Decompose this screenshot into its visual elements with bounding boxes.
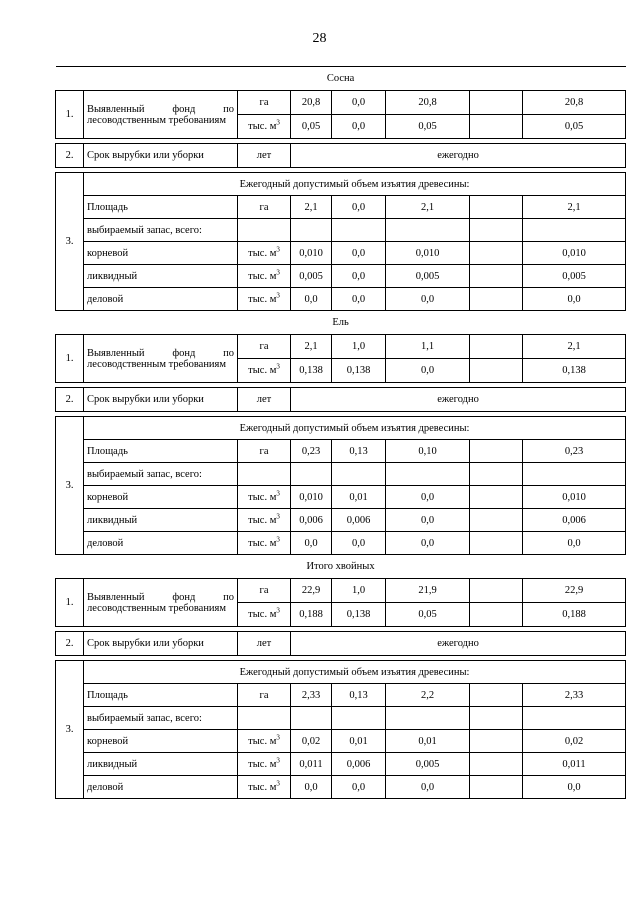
value-cell: 0,0	[332, 776, 386, 799]
row-number: 3.	[56, 661, 84, 799]
unit-cell	[238, 219, 291, 242]
unit-text: тыс. м	[248, 609, 277, 620]
value-cell: 0,188	[291, 603, 332, 627]
section-title: Итого хвойных	[56, 555, 626, 579]
value-cell: 0,006	[332, 753, 386, 776]
value-cell: 0,23	[291, 440, 332, 463]
value-cell	[523, 707, 626, 730]
value-cell: 22,9	[523, 579, 626, 603]
unit-cell	[238, 115, 291, 139]
period-value: ежегодно	[291, 144, 626, 168]
unit-text: лет	[256, 150, 272, 161]
value-cell: 0,138	[291, 359, 332, 383]
value-cell	[470, 196, 523, 219]
sub-row-label: выбираемый запас, всего:	[84, 707, 238, 730]
value-cell: 0,006	[523, 509, 626, 532]
value-cell	[523, 219, 626, 242]
value-cell: 1,0	[332, 335, 386, 359]
sub-row	[56, 730, 626, 753]
value-cell: 0,010	[386, 242, 470, 265]
value-cell: 0,0	[332, 288, 386, 311]
value-cell: 2,1	[523, 196, 626, 219]
value-cell: 0,10	[386, 440, 470, 463]
unit-text: га	[259, 585, 269, 596]
value-cell: 0,005	[386, 753, 470, 776]
sub-row-label: Площадь	[84, 684, 238, 707]
sub-row-label: корневой	[84, 730, 238, 753]
table-row	[56, 632, 626, 656]
forest-fund-table	[55, 66, 626, 799]
unit-superscript: 3	[276, 268, 280, 276]
unit-superscript: 3	[276, 606, 280, 615]
value-cell	[470, 730, 523, 753]
unit-superscript: 3	[276, 245, 280, 253]
section-title: Ель	[56, 311, 626, 335]
unit-cell	[238, 509, 291, 532]
unit-text: га	[259, 97, 269, 108]
value-cell: 0,010	[523, 486, 626, 509]
unit-cell	[238, 532, 291, 555]
value-cell	[386, 463, 470, 486]
row-number: 1.	[56, 335, 84, 383]
value-cell	[470, 115, 523, 139]
value-cell: 0,138	[332, 603, 386, 627]
value-cell: 0,005	[523, 265, 626, 288]
value-cell: 0,05	[386, 115, 470, 139]
unit-cell	[238, 776, 291, 799]
sub-row-label: выбираемый запас, всего:	[84, 219, 238, 242]
value-cell: 20,8	[523, 91, 626, 115]
value-cell: 2,1	[386, 196, 470, 219]
value-cell: 0,0	[332, 265, 386, 288]
unit-superscript: 3	[276, 733, 280, 741]
unit-text: га	[259, 341, 269, 352]
unit-cell	[238, 730, 291, 753]
value-cell	[470, 579, 523, 603]
value-cell	[291, 219, 332, 242]
unit-superscript: 3	[276, 118, 280, 127]
unit-cell	[238, 196, 291, 219]
unit-cell	[238, 463, 291, 486]
value-cell	[470, 486, 523, 509]
value-cell: 2,33	[291, 684, 332, 707]
value-cell: 2,1	[523, 335, 626, 359]
sub-row	[56, 532, 626, 555]
value-cell: 0,138	[332, 359, 386, 383]
value-cell: 0,006	[332, 509, 386, 532]
value-cell: 0,011	[523, 753, 626, 776]
table-row	[56, 335, 626, 359]
row-label: Ежегодный допустимый объем изъятия древесины:	[84, 173, 626, 196]
value-cell: 0,010	[291, 486, 332, 509]
unit-superscript: 3	[276, 535, 280, 543]
row-number: 1.	[56, 579, 84, 627]
value-cell: 0,0	[291, 776, 332, 799]
unit-cell	[238, 486, 291, 509]
unit-text: тыс. м	[248, 293, 277, 305]
value-cell: 0,23	[523, 440, 626, 463]
value-cell: 22,9	[291, 579, 332, 603]
page-number: 28	[312, 31, 327, 46]
sub-row-label: корневой	[84, 486, 238, 509]
section-header-row	[56, 311, 626, 335]
sub-row-label: корневой	[84, 242, 238, 265]
row-number: 3.	[56, 417, 84, 555]
table-row	[56, 144, 626, 168]
table-row	[56, 173, 626, 196]
section-header-row	[56, 67, 626, 91]
unit-text: га	[259, 689, 269, 701]
unit-cell	[238, 91, 291, 115]
unit-text: тыс. м	[248, 735, 277, 747]
value-cell	[470, 776, 523, 799]
value-cell: 0,05	[386, 603, 470, 627]
unit-cell	[238, 144, 291, 168]
value-cell: 0,005	[291, 265, 332, 288]
value-cell	[470, 707, 523, 730]
value-cell: 2,1	[291, 196, 332, 219]
value-cell	[386, 219, 470, 242]
value-cell: 0,0	[332, 242, 386, 265]
value-cell: 0,0	[523, 288, 626, 311]
unit-cell	[238, 265, 291, 288]
unit-cell	[238, 440, 291, 463]
unit-superscript: 3	[276, 489, 280, 497]
row-label: Ежегодный допустимый объем изъятия древесины:	[84, 417, 626, 440]
value-cell: 2,2	[386, 684, 470, 707]
unit-cell	[238, 242, 291, 265]
unit-cell	[238, 632, 291, 656]
value-cell	[291, 463, 332, 486]
unit-superscript: 3	[276, 779, 280, 787]
table-row	[56, 661, 626, 684]
sub-row-label: ликвидный	[84, 509, 238, 532]
value-cell	[470, 603, 523, 627]
sub-row	[56, 776, 626, 799]
row-label: Выявленный фонд по лесоводственным требованиям	[84, 91, 238, 139]
value-cell: 0,0	[291, 288, 332, 311]
value-cell	[523, 463, 626, 486]
unit-superscript: 3	[276, 291, 280, 299]
row-label: Срок вырубки или уборки	[84, 144, 238, 168]
unit-text: га	[259, 201, 269, 213]
unit-text: тыс. м	[248, 491, 277, 503]
unit-text: тыс. м	[248, 537, 277, 549]
unit-cell	[238, 753, 291, 776]
value-cell: 0,02	[523, 730, 626, 753]
value-cell	[332, 219, 386, 242]
value-cell	[470, 265, 523, 288]
value-cell: 20,8	[386, 91, 470, 115]
sub-row	[56, 242, 626, 265]
value-cell	[386, 707, 470, 730]
value-cell: 0,0	[386, 776, 470, 799]
period-value: ежегодно	[291, 632, 626, 656]
value-cell	[470, 684, 523, 707]
value-cell: 0,01	[332, 486, 386, 509]
period-value: ежегодно	[291, 388, 626, 412]
value-cell	[470, 219, 523, 242]
unit-cell	[238, 684, 291, 707]
row-label: Срок вырубки или уборки	[84, 632, 238, 656]
unit-text: тыс. м	[248, 270, 277, 282]
table-row	[56, 91, 626, 115]
value-cell: 21,9	[386, 579, 470, 603]
row-label: Срок вырубки или уборки	[84, 388, 238, 412]
value-cell: 0,0	[332, 91, 386, 115]
unit-cell	[238, 359, 291, 383]
value-cell: 0,05	[291, 115, 332, 139]
value-cell	[332, 707, 386, 730]
value-cell: 0,0	[386, 532, 470, 555]
unit-text: лет	[256, 638, 272, 649]
unit-text: тыс. м	[248, 121, 277, 132]
unit-cell	[238, 335, 291, 359]
value-cell	[470, 532, 523, 555]
sub-row	[56, 463, 626, 486]
value-cell: 0,0	[386, 359, 470, 383]
unit-superscript: 3	[276, 512, 280, 520]
value-cell: 0,010	[523, 242, 626, 265]
sub-row-label: выбираемый запас, всего:	[84, 463, 238, 486]
table-row	[56, 417, 626, 440]
value-cell	[470, 242, 523, 265]
unit-cell	[238, 388, 291, 412]
value-cell: 0,011	[291, 753, 332, 776]
value-cell: 0,0	[523, 776, 626, 799]
value-cell: 0,01	[386, 730, 470, 753]
row-label: Выявленный фонд по лесоводственным требованиям	[84, 335, 238, 383]
value-cell: 2,33	[523, 684, 626, 707]
row-number: 1.	[56, 91, 84, 139]
value-cell: 0,0	[291, 532, 332, 555]
sub-row	[56, 753, 626, 776]
unit-superscript: 3	[276, 756, 280, 764]
unit-cell	[238, 603, 291, 627]
value-cell: 0,188	[523, 603, 626, 627]
value-cell: 0,0	[523, 532, 626, 555]
value-cell: 0,0	[332, 196, 386, 219]
row-label: Ежегодный допустимый объем изъятия древесины:	[84, 661, 626, 684]
value-cell: 0,0	[332, 115, 386, 139]
value-cell: 0,05	[523, 115, 626, 139]
table-row	[56, 579, 626, 603]
unit-cell	[238, 288, 291, 311]
unit-text: га	[259, 445, 269, 457]
unit-text: тыс. м	[248, 781, 277, 793]
row-number: 2.	[56, 388, 84, 412]
value-cell: 0,0	[386, 486, 470, 509]
sub-row-label: Площадь	[84, 196, 238, 219]
unit-cell	[238, 579, 291, 603]
value-cell: 0,0	[386, 509, 470, 532]
value-cell	[470, 440, 523, 463]
row-number: 2.	[56, 144, 84, 168]
row-label: Выявленный фонд по лесоводственным требованиям	[84, 579, 238, 627]
value-cell: 20,8	[291, 91, 332, 115]
value-cell: 1,1	[386, 335, 470, 359]
value-cell: 0,13	[332, 440, 386, 463]
value-cell: 0,138	[523, 359, 626, 383]
sub-row-label: деловой	[84, 776, 238, 799]
value-cell	[470, 509, 523, 532]
value-cell	[470, 753, 523, 776]
value-cell: 0,005	[386, 265, 470, 288]
unit-text: тыс. м	[248, 758, 277, 770]
value-cell: 0,006	[291, 509, 332, 532]
value-cell	[470, 463, 523, 486]
sub-row	[56, 509, 626, 532]
sub-row-label: Площадь	[84, 440, 238, 463]
value-cell	[470, 91, 523, 115]
value-cell: 0,0	[386, 288, 470, 311]
sub-row	[56, 684, 626, 707]
value-cell	[332, 463, 386, 486]
unit-text: тыс. м	[248, 365, 277, 376]
sub-row-label: деловой	[84, 288, 238, 311]
sub-row-label: ликвидный	[84, 265, 238, 288]
sub-row	[56, 219, 626, 242]
unit-cell	[238, 707, 291, 730]
section-title: Сосна	[56, 67, 626, 91]
value-cell: 1,0	[332, 579, 386, 603]
unit-text: тыс. м	[248, 514, 277, 526]
value-cell	[470, 335, 523, 359]
value-cell: 0,01	[332, 730, 386, 753]
sub-row-label: деловой	[84, 532, 238, 555]
value-cell: 0,010	[291, 242, 332, 265]
sub-row-label: ликвидный	[84, 753, 238, 776]
row-number: 3.	[56, 173, 84, 311]
sub-row	[56, 196, 626, 219]
sub-row	[56, 288, 626, 311]
sub-row	[56, 486, 626, 509]
sub-row	[56, 265, 626, 288]
value-cell: 0,02	[291, 730, 332, 753]
sub-row	[56, 707, 626, 730]
row-number: 2.	[56, 632, 84, 656]
value-cell: 2,1	[291, 335, 332, 359]
value-cell: 0,0	[332, 532, 386, 555]
sub-row	[56, 440, 626, 463]
value-cell	[470, 288, 523, 311]
unit-text: тыс. м	[248, 247, 277, 259]
value-cell: 0,13	[332, 684, 386, 707]
unit-text: лет	[256, 394, 272, 405]
section-header-row	[56, 555, 626, 579]
value-cell	[470, 359, 523, 383]
unit-superscript: 3	[276, 362, 280, 371]
table-row	[56, 388, 626, 412]
value-cell	[291, 707, 332, 730]
